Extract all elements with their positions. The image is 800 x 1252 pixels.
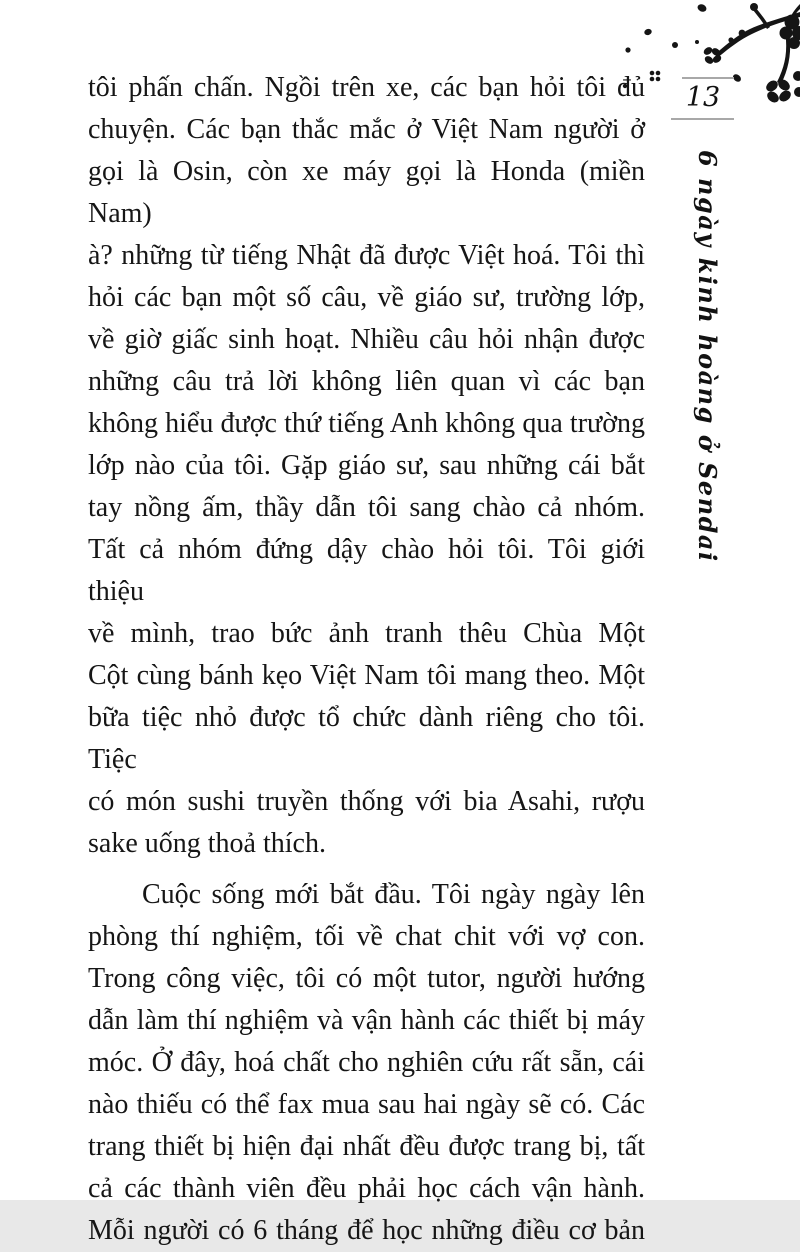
text-line: tay nồng ấm, thầy dẫn tôi sang chào cả nhóm. <box>88 492 645 523</box>
text-line: Trong công việc, tôi có một tutor, người hướng <box>88 963 645 994</box>
text-line: chuyện. Các bạn thắc mắc ở Việt Nam người ở <box>88 114 645 145</box>
text-line: trang thiết bị hiện đại nhất đều được trang bị, tất <box>88 1131 645 1162</box>
text-line: không hiểu được thứ tiếng Anh không qua trường <box>88 408 645 439</box>
text-line: nào thiếu có thể fax mua sau hai ngày sẽ có. Các <box>88 1089 645 1120</box>
text-line: Cuộc sống mới bắt đầu. Tôi ngày ngày lên <box>142 879 645 910</box>
paragraph <box>88 874 645 1252</box>
text-line: Tất cả nhóm đứng dậy chào hỏi tôi. Tôi giới thiệu <box>88 534 645 607</box>
side-running-title: 6 ngày kinh hoàng ở Sendai <box>693 150 722 563</box>
text-line: Mỗi người có 6 tháng để học những điều cơ bản <box>88 1215 645 1246</box>
text-line: Cột cùng bánh kẹo Việt Nam tôi mang theo. Một <box>88 660 645 691</box>
pagenum-rule-top <box>682 77 734 79</box>
text-line: có món sushi truyền thống với bia Asahi, rượu <box>88 786 645 817</box>
text-line: bữa tiệc nhỏ được tổ chức dành riêng cho tôi. Tiệc <box>88 702 645 775</box>
text-line: những câu trả lời không liên quan vì các bạn <box>88 366 645 397</box>
text-line: phòng thí nghiệm, tối về chat chit với vợ con. <box>88 921 645 952</box>
body-text <box>88 67 645 1252</box>
text-line: hỏi các bạn một số câu, về giáo sư, trường lớp, <box>88 282 645 313</box>
text-line: móc. Ở đây, hoá chất cho nghiên cứu rất sẵn, cái <box>88 1047 645 1078</box>
text-line: sake uống thoả thích. <box>88 828 326 859</box>
paragraph <box>88 67 645 865</box>
text-line: tôi phấn chấn. Ngồi trên xe, các bạn hỏi tôi đủ <box>88 72 645 103</box>
text-line: dẫn làm thí nghiệm và vận hành các thiết bị máy <box>88 1005 645 1036</box>
text-line: về giờ giấc sinh hoạt. Nhiều câu hỏi nhận được <box>88 324 645 355</box>
text-line: cả các thành viên đều phải học cách vận hành. <box>88 1173 645 1204</box>
text-line: về mình, trao bức ảnh tranh thêu Chùa Một <box>88 618 645 649</box>
pagenum-rule-bottom <box>671 118 734 120</box>
text-line: lớp nào của tôi. Gặp giáo sư, sau những cái bắt <box>88 450 645 481</box>
text-line: à? những từ tiếng Nhật đã được Việt hoá. Tôi thì <box>88 240 645 271</box>
page-number: 13 <box>685 82 721 113</box>
text-line: gọi là Osin, còn xe máy gọi là Honda (miền Nam) <box>88 156 645 229</box>
